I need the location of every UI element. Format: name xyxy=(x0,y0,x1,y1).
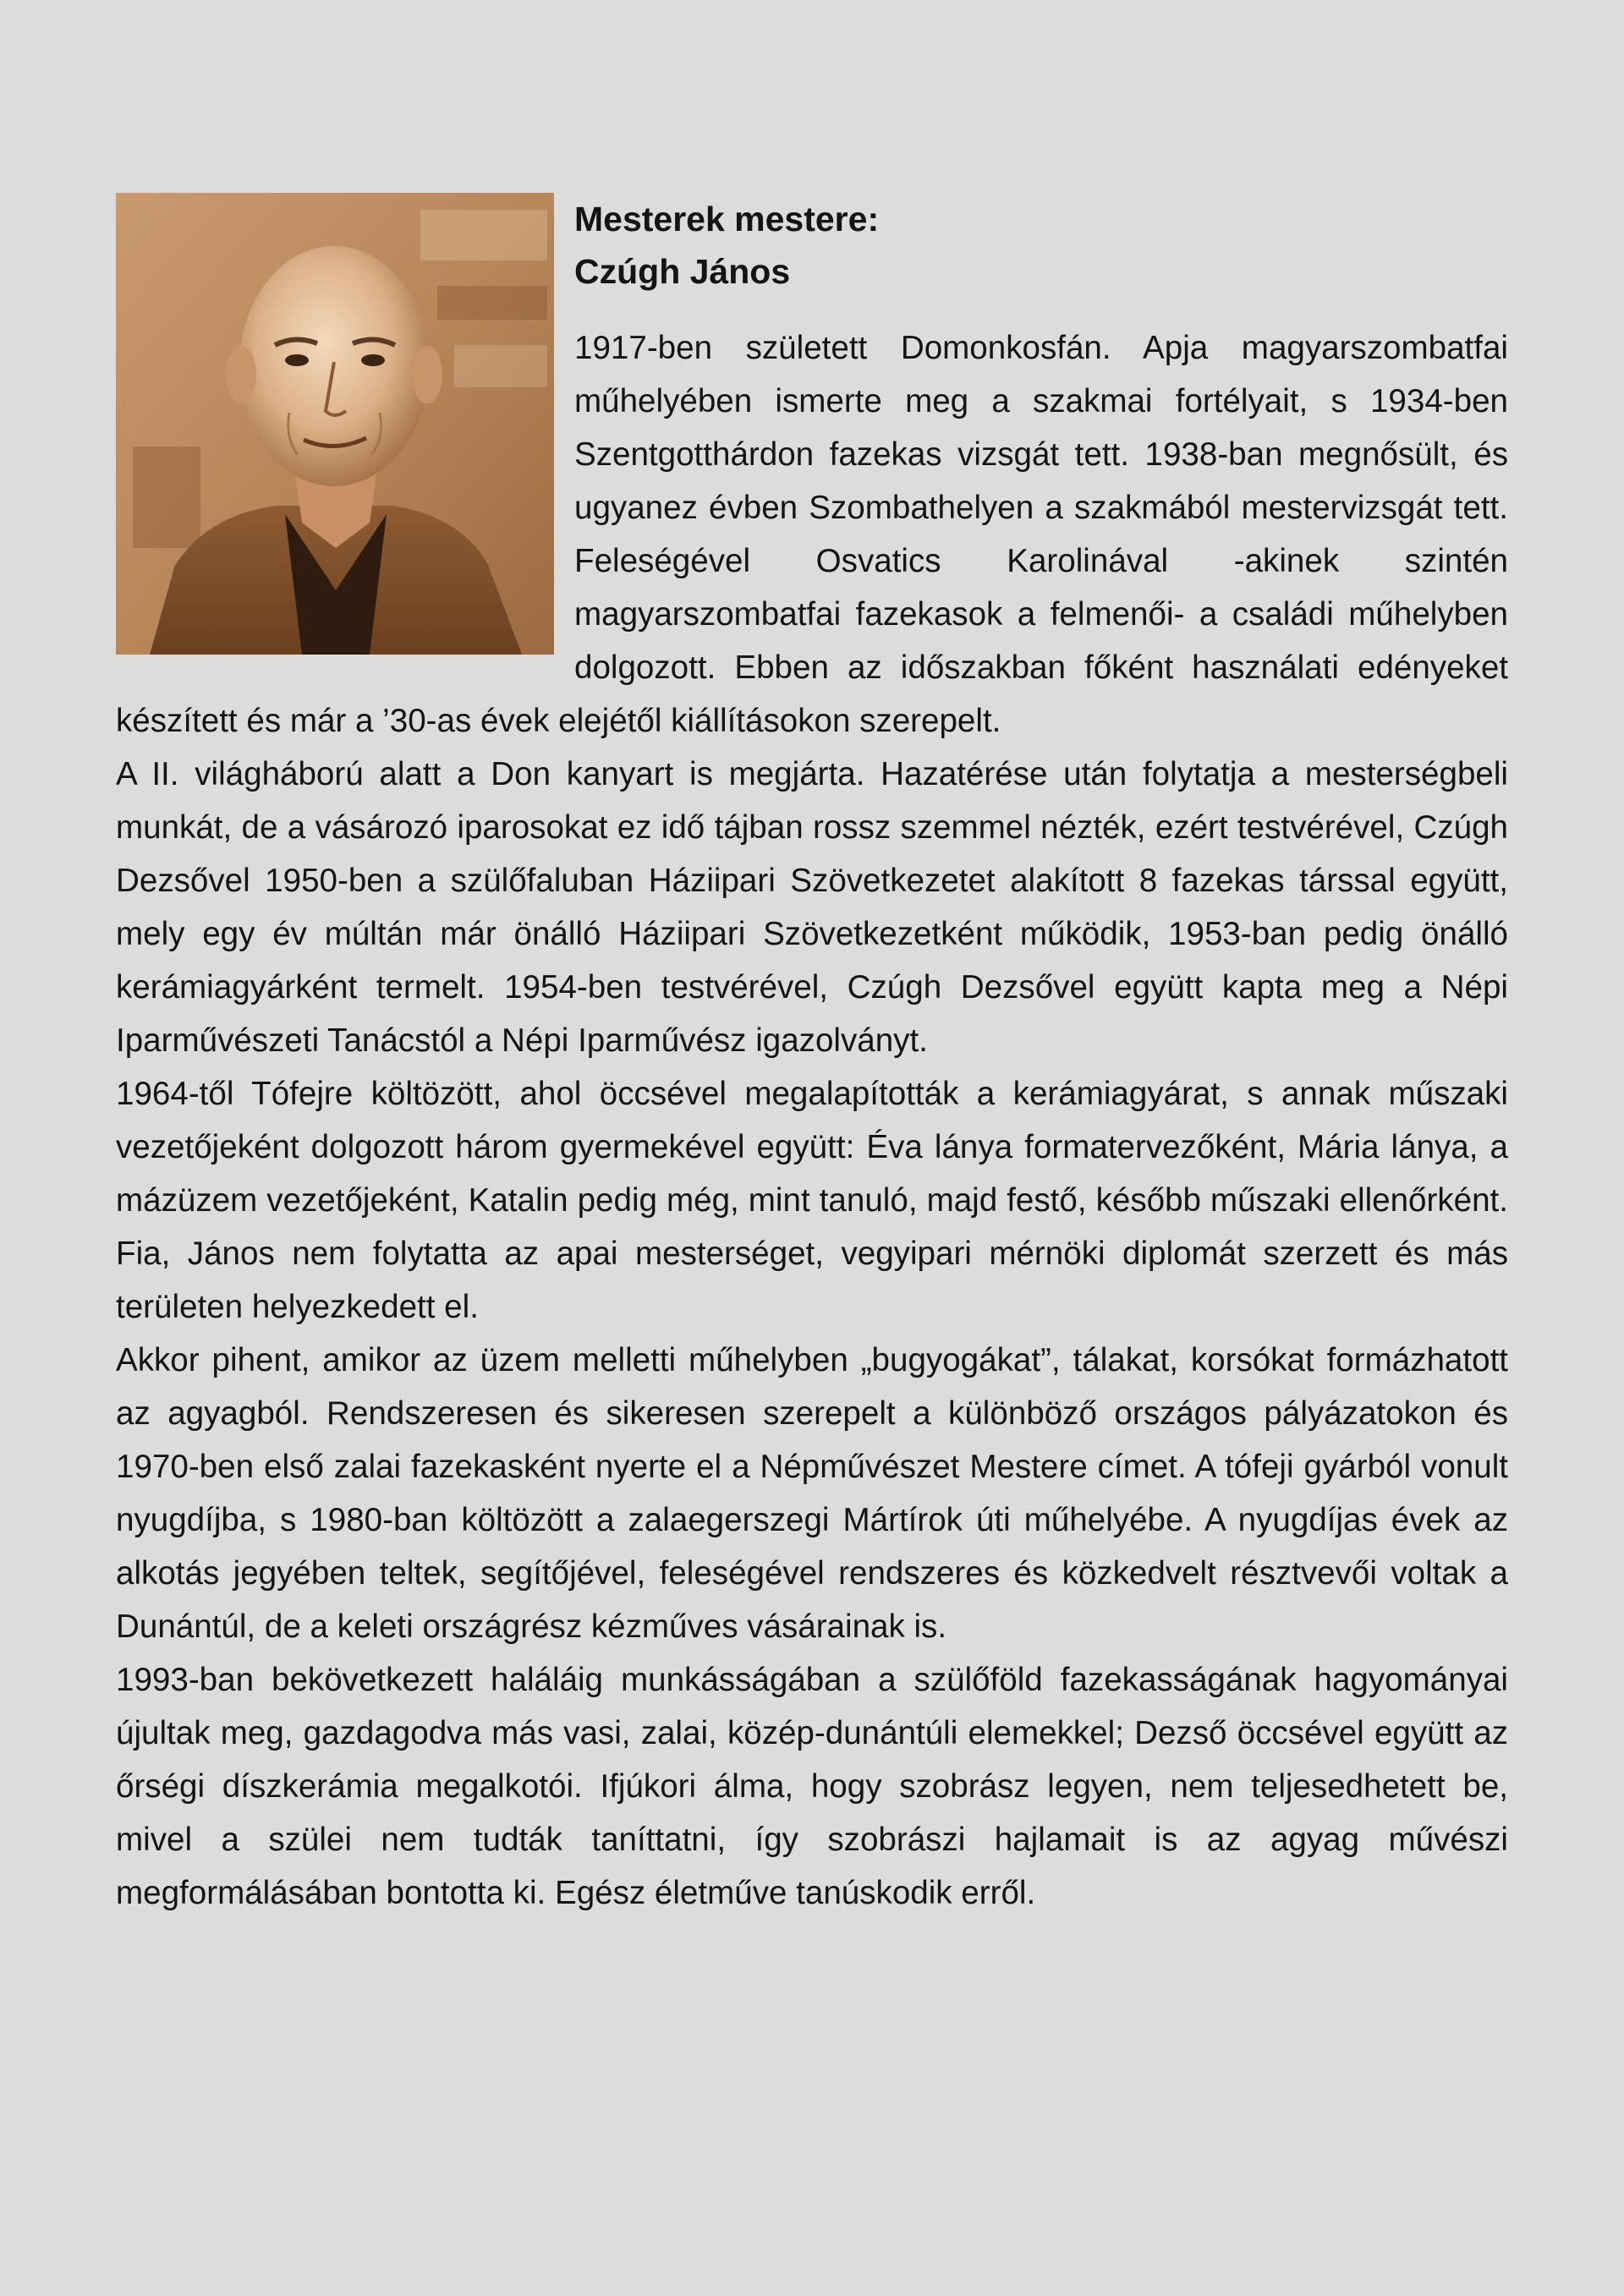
title-line-2: Czúgh János xyxy=(574,252,791,291)
paragraph-4: Akkor pihent, amikor az üzem melletti műhelyben „bugyogákat”, tálakat, korsókat formázhatott az agyagból. Rendszeresen és sikeresen szerepelt a különböző országos pályázatokon és 1970-ben első zalai fazekasként nyerte el a Népművészet Mestere címet. A tófeji gyárból vonult nyugdíjba, s 1980-ban költözött a zalaegerszegi Mártírok úti műhelyébe. A nyugdíjas évek az alkotás jegyében teltek, segítőjével, feleségével rendszeres és közkedvelt résztvevői voltak a Dunántúl, de a keleti országrész kézműves vásárainak is. xyxy=(116,1342,1508,1645)
paragraph-3: 1964-től Tófejre költözött, ahol öccsével megalapították a kerámiagyárat, s annak műszaki vezetőjeként dolgozott három gyermekével együtt: Éva lánya formatervezőként, Mária lánya, a mázüzem vezetőjeként, Katalin pedig még, mint tanuló, majd festő, később műszaki ellenőrként. Fia, János nem folytatta az apai mesterséget, vegyipari mérnöki diplomát szerzett és más területen helyezkedett el. xyxy=(116,1076,1508,1325)
document-page xyxy=(116,193,1508,1920)
paragraph-1: 1917-ben született Domonkosfán. Apja magyarszombatfai műhelyében ismerte meg a szakmai fortélyait, s 1934-ben Szentgotthárdon fazekas vizsgát tett. 1938-ban megnősült, és ugyanez évben Szombathelyen a szakmából mestervizsgát tett. Feleségével Osvatics Karolinával -akinek szintén magyarszombatfai fazekasok a felmenői- a családi műhelyben dolgozott. Ebben az időszakban főként használati edényeket készített és már a ’30-as évek elejétől kiállításokon szerepelt. xyxy=(116,330,1508,739)
paragraph-2: A II. világháború alatt a Don kanyart is megjárta. Hazatérése után folytatja a mesterségbeli munkát, de a vásározó iparosokat ez idő tájban rossz szemmel nézték, ezért testvérével, Czúgh Dezsővel 1950-ben a szülőfaluban Háziipari Szövetkezetet alakított 8 fazekas társsal együtt, mely egy év múltán már önálló Háziipari Szövetkezetként működik, 1953-ban pedig önálló kerámiagyárként termelt. 1954-ben testvérével, Czúgh Dezsővel együtt kapta meg a Népi Iparművészeti Tanácstól a Népi Iparművész igazolványt. xyxy=(116,756,1508,1059)
portrait-photo xyxy=(116,193,554,655)
title-line-1: Mesterek mestere: xyxy=(574,200,880,238)
paragraph-5: 1993-ban bekövetkezett haláláig munkásságában a szülőföld fazekasságának hagyományai újultak meg, gazdagodva más vasi, zalai, közép-dunántúli elemekkel; Dezső öccsével együtt az őrségi díszkerámia megalkotói. Ifjúkori álma, hogy szobrász legyen, nem teljesedhetett be, mivel a szülei nem tudták taníttatni, így szobrászi hajlamait is az agyag művészi megformálásában bontotta ki. Egész életműve tanúskodik erről. xyxy=(116,1662,1508,1911)
